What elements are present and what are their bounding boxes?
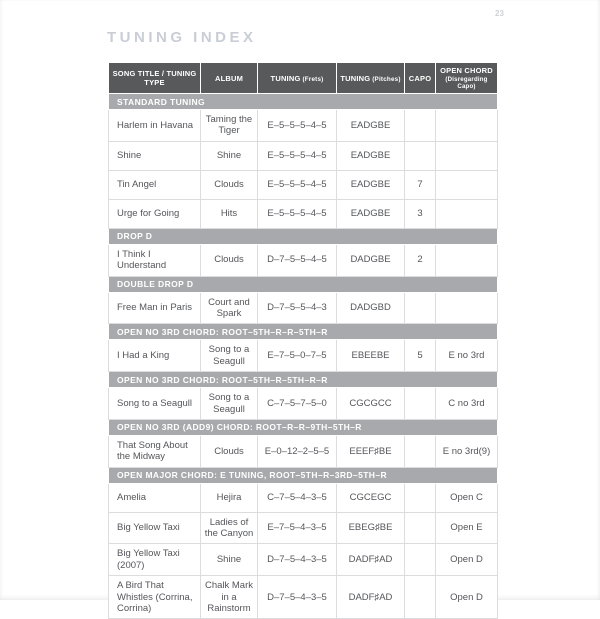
cell-pitches: DADF♯AD xyxy=(337,576,405,619)
cell-frets: D–7–5–4–3–5 xyxy=(258,544,337,576)
table-row xyxy=(109,110,498,142)
cell-pitches: DADGBD xyxy=(337,292,405,324)
section-header-row xyxy=(109,419,498,435)
column-header-6 xyxy=(436,63,498,94)
column-label: SONG TITLE / TUNING TYPE xyxy=(112,69,197,87)
cell-frets: E–0–12–2–5–5 xyxy=(258,435,337,467)
cell-pitches: EADGBE xyxy=(337,199,405,228)
cell-pitches: EADGBE xyxy=(337,170,405,199)
column-label: TUNING xyxy=(340,73,371,83)
cell-capo: 2 xyxy=(405,244,436,276)
cell-album: Clouds xyxy=(201,170,258,199)
cell-frets: E–5–5–5–4–5 xyxy=(258,199,337,228)
cell-capo xyxy=(405,435,436,467)
table-row xyxy=(109,141,498,170)
cell-album: Court and Spark xyxy=(201,292,258,324)
cell-capo: 3 xyxy=(405,199,436,228)
tuning-index-table xyxy=(108,62,498,619)
table-row xyxy=(109,292,498,324)
column-header-3 xyxy=(258,63,337,94)
cell-song: Shine xyxy=(109,141,201,170)
cell-song: Big Yellow Taxi xyxy=(109,512,201,544)
cell-song: Free Man in Paris xyxy=(109,292,201,324)
section-header-row xyxy=(109,94,498,110)
table-row xyxy=(109,340,498,372)
cell-open_chord: E no 3rd(9) xyxy=(436,435,498,467)
cell-album: Shine xyxy=(201,544,258,576)
table-row xyxy=(109,199,498,228)
column-header-2 xyxy=(201,63,258,94)
cell-open_chord xyxy=(436,244,498,276)
cell-capo xyxy=(405,110,436,142)
section-header-row xyxy=(109,467,498,483)
section-header-row xyxy=(109,324,498,340)
cell-open_chord xyxy=(436,141,498,170)
cell-album: Song to a Seagull xyxy=(201,340,258,372)
cell-capo xyxy=(405,483,436,512)
cell-capo xyxy=(405,544,436,576)
page-number: 23 xyxy=(495,9,504,18)
cell-frets: E–5–5–5–4–5 xyxy=(258,170,337,199)
cell-capo xyxy=(405,512,436,544)
section-header-row xyxy=(109,276,498,292)
cell-song: Amelia xyxy=(109,483,201,512)
cell-capo: 7 xyxy=(405,170,436,199)
cell-frets: E–5–5–5–4–5 xyxy=(258,110,337,142)
column-label: TUNING xyxy=(270,73,301,83)
cell-song: Urge for Going xyxy=(109,199,201,228)
cell-album: Clouds xyxy=(201,435,258,467)
cell-song: A Bird That Whistles (Corrina, Corrina) xyxy=(109,576,201,619)
section-header: DOUBLE DROP D xyxy=(109,276,498,292)
column-label: ALBUM xyxy=(214,73,244,83)
cell-frets: D–7–5–5–4–3 xyxy=(258,292,337,324)
cell-album: Hejira xyxy=(201,483,258,512)
page-title: TUNING INDEX xyxy=(107,29,257,46)
table-row xyxy=(109,244,498,276)
cell-pitches: CGCEGC xyxy=(337,483,405,512)
table-row xyxy=(109,483,498,512)
cell-frets: E–5–5–5–4–5 xyxy=(258,141,337,170)
section-header: DROP D xyxy=(109,228,498,244)
cell-open_chord: C no 3rd xyxy=(436,388,498,420)
cell-song: Harlem in Havana xyxy=(109,110,201,142)
cell-pitches: EBEEBE xyxy=(337,340,405,372)
cell-capo xyxy=(405,388,436,420)
column-header-4 xyxy=(337,63,405,94)
table-header-row xyxy=(109,63,498,94)
table-row xyxy=(109,170,498,199)
cell-album: Song to a Seagull xyxy=(201,388,258,420)
cell-pitches: CGCGCC xyxy=(337,388,405,420)
cell-album: Clouds xyxy=(201,244,258,276)
cell-song: Tin Angel xyxy=(109,170,201,199)
cell-album: Taming the Tiger xyxy=(201,110,258,142)
table-row xyxy=(109,512,498,544)
cell-song: Song to a Seagull xyxy=(109,388,201,420)
cell-album: Chalk Mark in a Rainstorm xyxy=(201,576,258,619)
cell-open_chord: Open D xyxy=(436,544,498,576)
cell-song: I Think I Understand xyxy=(109,244,201,276)
table-row xyxy=(109,544,498,576)
table-row xyxy=(109,388,498,420)
cell-capo xyxy=(405,141,436,170)
table-row xyxy=(109,576,498,619)
section-header-row xyxy=(109,372,498,388)
cell-frets: E–7–5–4–3–5 xyxy=(258,512,337,544)
cell-frets: D–7–5–4–3–5 xyxy=(258,576,337,619)
cell-frets: C–7–5–7–5–0 xyxy=(258,388,337,420)
cell-song: That Song About the Midway xyxy=(109,435,201,467)
section-header: OPEN NO 3RD (ADD9) CHORD: ROOT–R–R–9TH–5TH–R xyxy=(109,419,498,435)
table-row xyxy=(109,435,498,467)
cell-capo: 5 xyxy=(405,340,436,372)
cell-open_chord xyxy=(436,199,498,228)
column-label: OPEN CHORD xyxy=(440,66,493,75)
cell-pitches: DADF♯AD xyxy=(337,544,405,576)
cell-song: I Had a King xyxy=(109,340,201,372)
cell-frets: D–7–5–5–4–5 xyxy=(258,244,337,276)
cell-album: Hits xyxy=(201,199,258,228)
cell-pitches: EEEF♯BE xyxy=(337,435,405,467)
column-sublabel: (Pitches) xyxy=(370,75,401,83)
section-header: OPEN NO 3RD CHORD: ROOT–5TH–R–R–5TH–R xyxy=(109,324,498,340)
cell-album: Ladies of the Canyon xyxy=(201,512,258,544)
section-header: OPEN NO 3RD CHORD: ROOT–5TH–R–5TH–R–R xyxy=(109,372,498,388)
cell-open_chord: Open D xyxy=(436,576,498,619)
cell-open_chord: Open C xyxy=(436,483,498,512)
cell-open_chord xyxy=(436,170,498,199)
cell-open_chord: E no 3rd xyxy=(436,340,498,372)
cell-frets: E–7–5–0–7–5 xyxy=(258,340,337,372)
cell-pitches: EADGBE xyxy=(337,110,405,142)
cell-pitches: DADGBE xyxy=(337,244,405,276)
cell-album: Shine xyxy=(201,141,258,170)
section-header: OPEN MAJOR CHORD: E TUNING, ROOT–5TH–R–3RD–5TH–R xyxy=(109,467,498,483)
section-header-row xyxy=(109,228,498,244)
cell-pitches: EBEG♯BE xyxy=(337,512,405,544)
column-sublabel: (Frets) xyxy=(300,75,324,83)
cell-open_chord xyxy=(436,292,498,324)
cell-pitches: EADGBE xyxy=(337,141,405,170)
column-header-5 xyxy=(405,63,436,94)
cell-open_chord xyxy=(436,110,498,142)
cell-capo xyxy=(405,576,436,619)
column-header-1 xyxy=(109,63,201,94)
cell-frets: C–7–5–4–3–5 xyxy=(258,483,337,512)
cell-open_chord: Open E xyxy=(436,512,498,544)
cell-song: Big Yellow Taxi (2007) xyxy=(109,544,201,576)
column-sublabel: (Disregarding Capo) xyxy=(445,76,488,90)
cell-capo xyxy=(405,292,436,324)
column-label: CAPO xyxy=(408,73,432,83)
section-header: STANDARD TUNING xyxy=(109,94,498,110)
